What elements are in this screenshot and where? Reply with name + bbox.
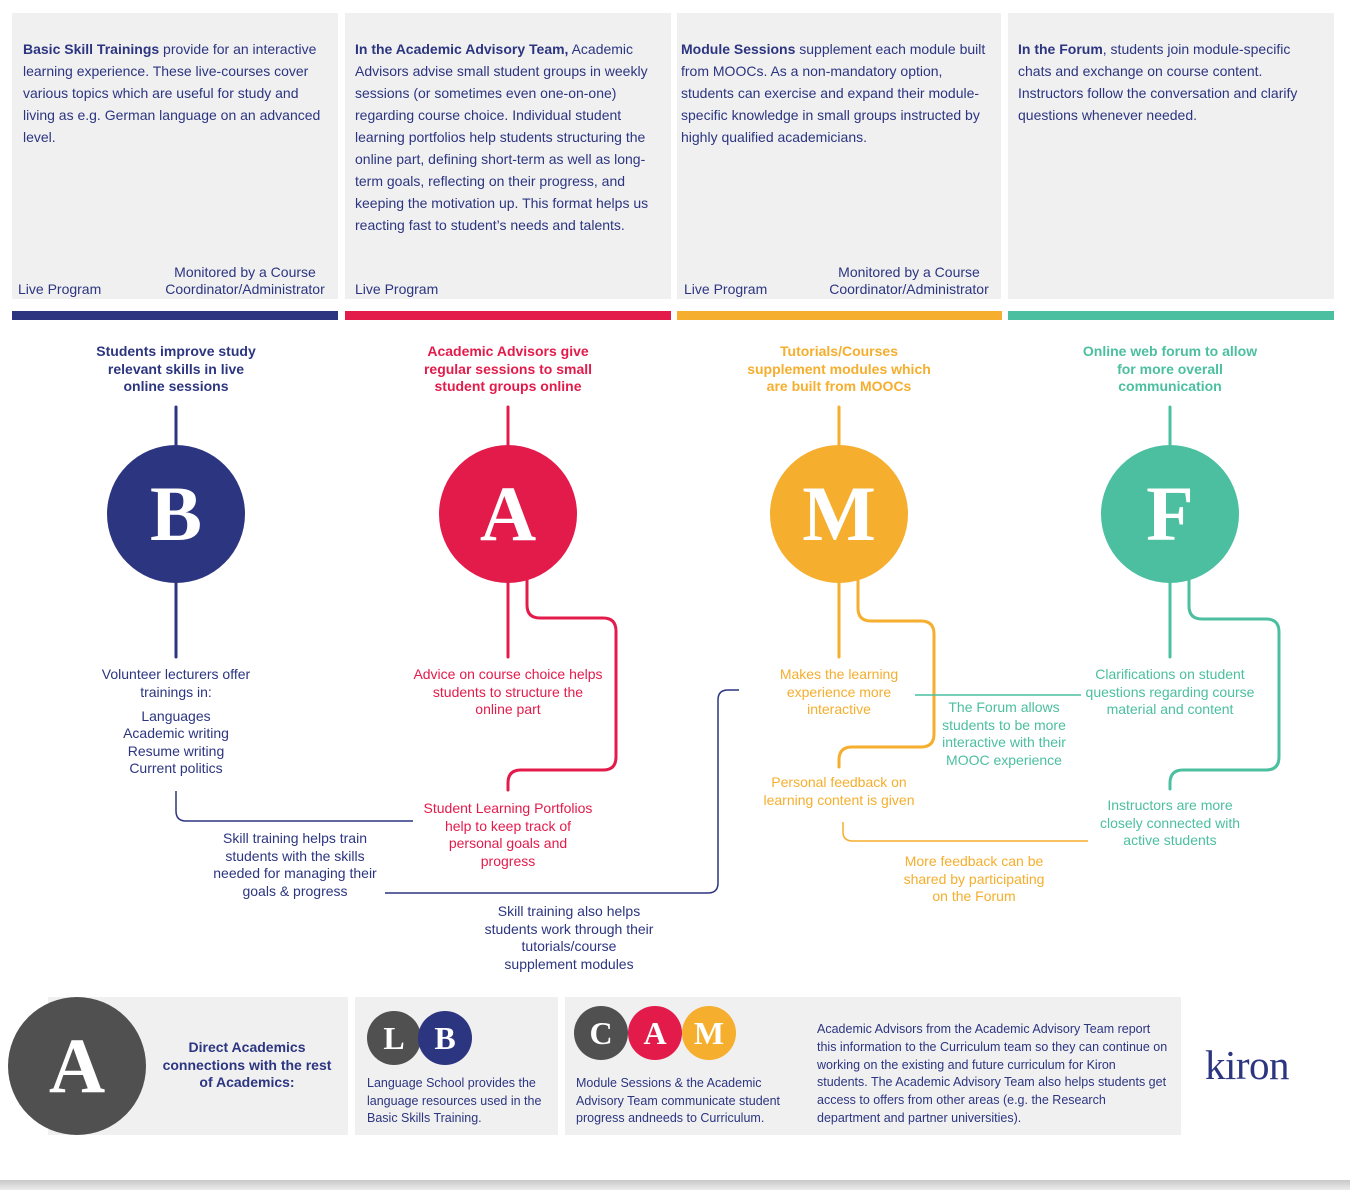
legend-c-circle: C	[574, 1006, 628, 1060]
legend-l-circle: L	[367, 1011, 421, 1065]
skill-goals-text: Skill training helps train students with the skills needed for managing their goals & progress	[213, 830, 377, 899]
legend-cam-note: Academic Advisors from the Academic Advisory Team report this information to the Curriculum team so they can continue on working on the existing and future curriculum for Kiron students. The Academic Advisory Team also helps students get access to offers from other areas (e.g. the Research department and partner universities).	[817, 1022, 1168, 1125]
bottom-shadow	[0, 1180, 1350, 1190]
more-feedback-path	[843, 822, 1088, 841]
b-topic-current-politics: Current politics	[129, 760, 223, 776]
f-circle: F	[1101, 445, 1239, 583]
more-feedback-text: More feedback can be shared by participating on the Forum	[903, 853, 1045, 904]
legend-big-a: A	[8, 997, 146, 1135]
b-lower-title: Volunteer lecturers offer trainings in:	[101, 666, 251, 700]
box-module-sessions-monitored: Monitored by a Course Coordinator/Administrator	[829, 264, 989, 297]
box-forum-text: In the Forum, students join module-specific chats and exchange on course content. Instructors follow the conversation and clarify questions whenever needed.	[1018, 41, 1298, 123]
f-heading: Online web forum to allow for more overall communication	[1082, 343, 1258, 394]
legend-a-circle: A	[628, 1006, 682, 1060]
m-interactive: Makes the learning experience more interactive	[779, 666, 899, 717]
legend-cam-text: Module Sessions & the Academic Advisory Team communicate student progress andneeds to Curriculum.	[576, 1076, 781, 1125]
b-circle: B	[107, 445, 245, 583]
box-academic-advisory-text: In the Academic Advisory Team, Academic Advisors advise small student groups in weekly sessions (or sometimes even one-on-one) regarding course choice. Individual student learning portfolios help students structuring the online part, defining short-term as well as long-term goals, reflecting on their progress, and keeping the motivation up. This format helps us reacting fast to student’s needs and talents.	[355, 41, 649, 233]
skill-modules-text: Skill training also helps students work through their tutorials/course supplement modules	[484, 903, 654, 972]
b-topic-resume-writing: Resume writing	[127, 743, 225, 759]
box-module-sessions-live: Live Program	[684, 281, 768, 297]
legend-b-circle: B	[418, 1011, 472, 1065]
a-advice: Advice on course choice helps students to structure the online part	[413, 666, 603, 717]
a-heading: Academic Advisors give regular sessions to small student groups online	[423, 343, 593, 394]
f-clarifications: Clarifications on student questions regarding course material and content	[1085, 666, 1255, 717]
forum-interactive-text: The Forum allows students to be more interactive with their MOOC experience	[942, 699, 1066, 768]
kiron-logo: kiron	[1205, 1042, 1290, 1088]
m-feedback: Personal feedback on learning content is given	[763, 774, 915, 808]
a-circle: A	[439, 445, 577, 583]
box-basic-skills-text: Basic Skill Trainings provide for an interactive learning experience. These live-courses cover various topics which are useful for study and living as e.g. German language on an advanced level.	[23, 41, 321, 145]
legend-lb-text: Language School provides the language resources used in the Basic Skills Training.	[367, 1076, 542, 1125]
box-module-sessions-text: Module Sessions supplement each module built from MOOCs. As a non-mandatory option, students can exercise and expand their module-specific knowledge in small groups instructed by highly qualified academicians.	[681, 41, 986, 145]
b-heading: Students improve study relevant skills in live online sessions	[96, 343, 256, 394]
m-heading: Tutorials/Courses supplement modules which are built from MOOCs	[747, 343, 931, 394]
box-basic-skills-monitored: Monitored by a Course Coordinator/Administrator	[165, 264, 325, 297]
legend-m-circle: M	[682, 1006, 736, 1060]
b-topic-languages: Languages	[141, 708, 211, 724]
m-circle: M	[770, 445, 908, 583]
skill-goals-path	[176, 791, 413, 821]
a-portfolios: Student Learning Portfolios help to keep track of personal goals and progress	[423, 800, 593, 869]
box-academic-advisory-live: Live Program	[355, 281, 439, 297]
box-basic-skills-live: Live Program	[18, 281, 102, 297]
b-topic-academic-writing: Academic writing	[123, 725, 229, 741]
f-instructors: Instructors are more closely connected with active students	[1099, 797, 1241, 848]
legend-title: Direct Academics connections with the rest of Academics:	[162, 1039, 332, 1090]
